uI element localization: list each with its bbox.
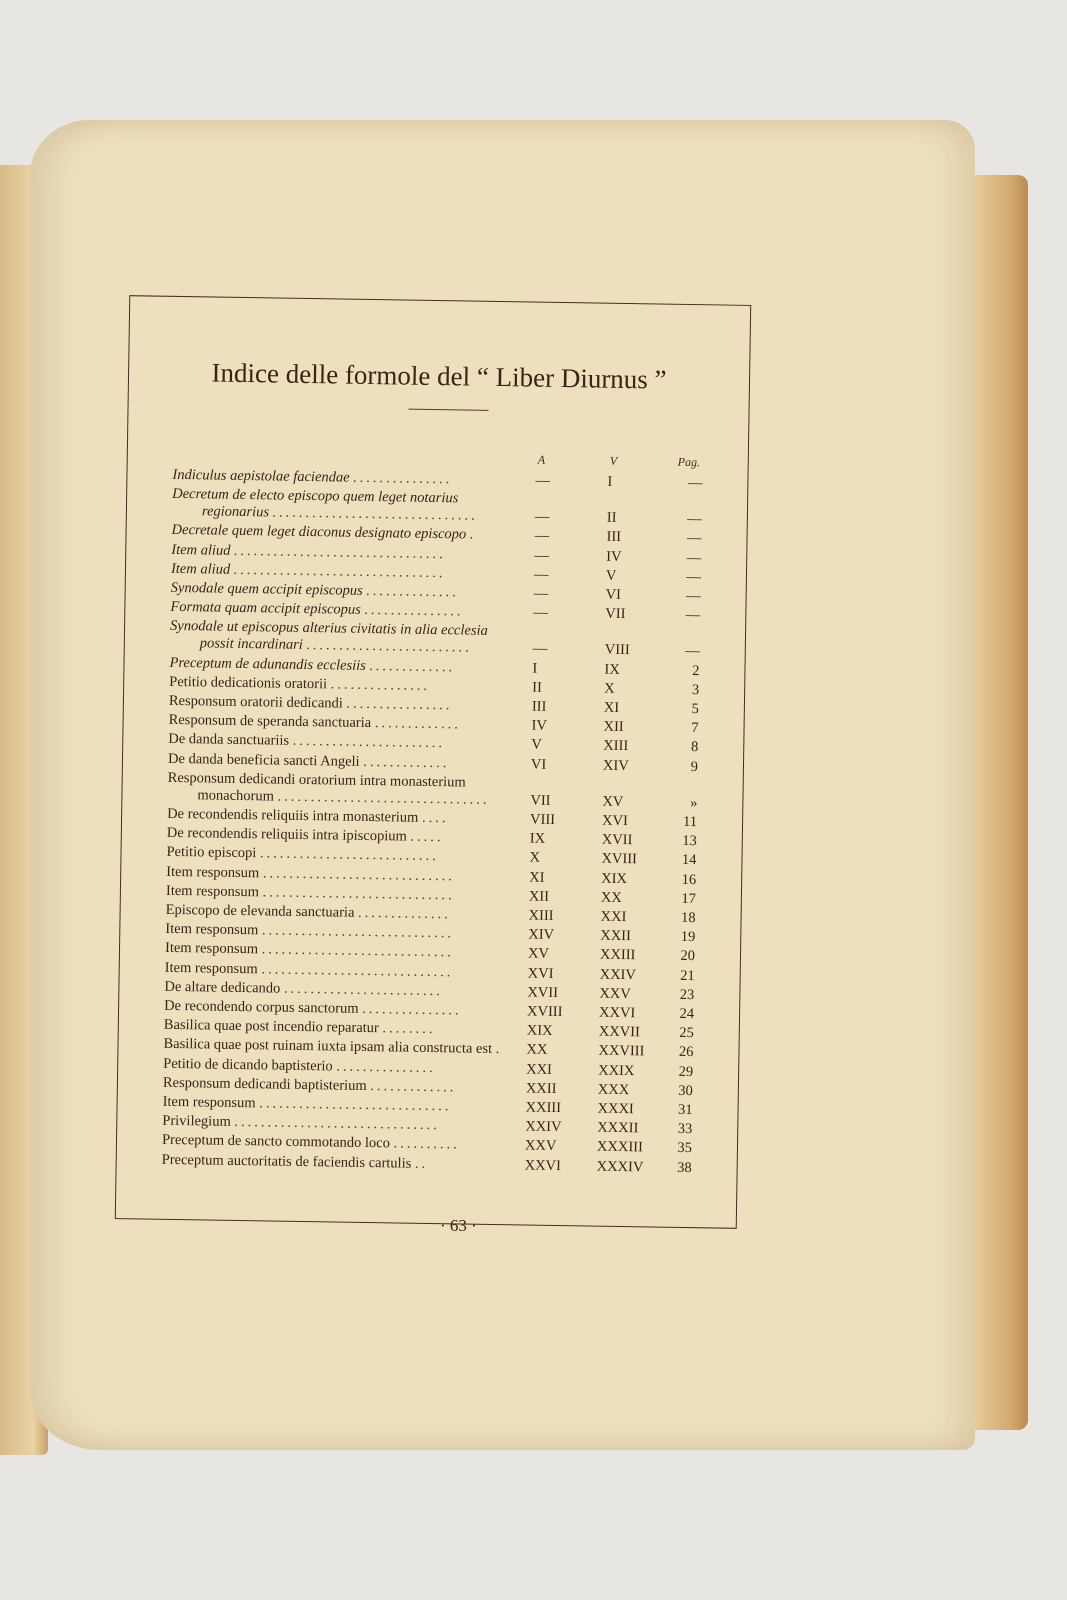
entry-page: 18 <box>680 909 696 927</box>
leader-dots: ............. <box>374 715 462 733</box>
entry-label: Item responsum ............................. <box>164 959 454 980</box>
entry-col-v: V <box>605 567 617 584</box>
entry-col-v: VII <box>605 605 626 623</box>
leader-dots: ................................ <box>277 788 490 808</box>
entry-col-v: XXVII <box>598 1023 640 1041</box>
entry-page: 7 <box>691 720 699 737</box>
entry-col-v: XIX <box>601 870 628 887</box>
page-number: · 63 · <box>440 1216 477 1235</box>
leader-dots: ............................. <box>262 884 455 904</box>
entry-label: De danda sanctuariis ....................... <box>168 731 446 752</box>
entry-label: Item aliud ................................ <box>170 560 446 581</box>
entry-col-v: IX <box>604 661 620 678</box>
entry-page: 33 <box>677 1121 693 1138</box>
leader-dots: . <box>495 1041 503 1058</box>
entry-col-a: III <box>531 698 547 715</box>
entry-page: 2 <box>692 662 700 679</box>
leader-dots: ............................. <box>261 941 454 961</box>
entry-col-a: — <box>535 472 551 489</box>
entry-col-v: XXX <box>597 1081 630 1098</box>
leader-dots: ............... <box>353 469 453 488</box>
entry-page: — <box>686 530 702 547</box>
entry-label: Synodale quem accipit episcopus .............. <box>170 579 460 601</box>
entry-col-a: XVIII <box>526 1003 563 1021</box>
entry-col-v: XXV <box>599 985 631 1002</box>
entry-label: Preceptum de sancto commotando loco .......... <box>161 1132 460 1153</box>
leader-dots: ............... <box>364 602 464 620</box>
entry-page: 26 <box>678 1044 694 1061</box>
entry-page: 11 <box>682 813 698 831</box>
entry-label: De altare dedicando ........................ <box>164 978 444 999</box>
index-title: Indice delle formole del “ Liber Diurnus ” <box>211 357 667 395</box>
entry-col-a: — <box>533 604 548 621</box>
entry-page: 19 <box>680 929 696 946</box>
entry-col-v: VIII <box>604 642 630 659</box>
entry-col-v: XXI <box>600 908 627 926</box>
entry-label: Decretale quem leget diaconus designato episcopo . <box>171 522 477 544</box>
entry-col-v: X <box>604 680 615 697</box>
leader-dots: ............... <box>336 1058 436 1076</box>
index-frame <box>115 295 751 1229</box>
entry-col-v: XXVI <box>598 1004 636 1022</box>
leader-dots: .... <box>421 809 449 827</box>
entry-col-a: IX <box>529 830 546 847</box>
entry-col-v: XXII <box>600 927 632 945</box>
entry-page: — <box>687 474 703 492</box>
entry-label: Petitio episcopi ........................... <box>166 844 439 865</box>
entry-col-v: XIV <box>602 757 629 774</box>
leader-dots: ............... <box>330 676 431 694</box>
entry-col-v: XXIV <box>599 966 637 983</box>
entry-page: 16 <box>681 871 697 888</box>
leader-dots: ............................... <box>272 504 479 524</box>
entry-col-a: — <box>534 508 550 525</box>
entry-page: 24 <box>679 1005 695 1023</box>
entry-col-a: II <box>532 679 542 696</box>
entry-col-a: V <box>531 736 542 754</box>
entry-label: Responsum oratorii dedicandi ................ <box>168 692 453 714</box>
entry-col-v: XVIII <box>601 851 638 868</box>
entry-label: Item responsum ............................. <box>164 940 454 961</box>
leader-dots: ........................... <box>259 845 439 865</box>
entry-label: monachorum ................................ <box>197 787 490 808</box>
leader-dots: ................................ <box>234 542 447 562</box>
entry-page: — <box>685 643 700 660</box>
leader-dots: ............................... <box>234 1114 440 1134</box>
leader-dots: .......... <box>393 1135 460 1153</box>
leader-dots: . <box>469 526 477 544</box>
entry-label: Responsum dedicandi baptisterium ............. <box>162 1074 457 1096</box>
entry-col-v: XI <box>603 699 620 716</box>
entry-label: Petitio de dicando baptisterio ............... <box>163 1055 436 1076</box>
entry-col-v: XXIX <box>598 1062 635 1079</box>
leader-dots: ............................. <box>261 960 454 980</box>
entry-col-a: XI <box>529 869 545 886</box>
entry-col-a: IV <box>531 717 548 734</box>
entry-col-v: XIII <box>603 738 629 755</box>
leader-dots: ..... <box>410 828 444 846</box>
entry-label: Item responsum ............................. <box>165 921 455 942</box>
entry-label: Responsum dedicandi oratorium intra monasterium <box>167 769 466 791</box>
entry-label: Formata quam accipit episcopus ............... <box>170 599 464 620</box>
entry-col-a: XXV <box>524 1137 557 1155</box>
entry-label: Episcopo de elevanda sanctuaria .............. <box>165 901 451 923</box>
entry-col-v: IV <box>606 548 622 565</box>
entry-col-v: XXXIV <box>596 1158 644 1175</box>
entry-label: Item responsum ............................. <box>162 1093 452 1115</box>
entry-page: 13 <box>682 833 697 850</box>
entry-label: De recondendis reliquiis intra ipiscopium ..... <box>166 825 444 846</box>
entry-page: 3 <box>691 681 700 698</box>
leader-dots: ................................ <box>233 561 446 581</box>
entry-page: — <box>686 587 701 605</box>
leader-dots: .............. <box>357 904 451 923</box>
entry-page: 17 <box>681 890 697 907</box>
entry-col-a: XII <box>528 888 550 905</box>
entry-col-v: XVII <box>601 831 633 849</box>
entry-page: 35 <box>677 1140 693 1157</box>
leader-dots: ........ <box>382 1020 436 1038</box>
entry-page: — <box>685 607 701 624</box>
entry-col-a: X <box>529 849 541 867</box>
leader-dots: ............................. <box>259 1095 452 1115</box>
entry-col-a: VI <box>530 756 547 773</box>
entry-col-a: VII <box>530 792 551 809</box>
entry-page: 14 <box>681 852 697 869</box>
entry-col-a: XVII <box>527 984 559 1001</box>
leader-dots: ............................. <box>261 922 455 942</box>
entry-label: possit incardinari ......................... <box>199 635 473 656</box>
entry-label: regionarius ............................... <box>201 503 479 524</box>
entry-col-a: XIII <box>528 907 554 924</box>
entry-page: 9 <box>690 758 699 775</box>
entry-col-a: XXVI <box>524 1157 562 1174</box>
entry-page: — <box>686 549 702 566</box>
entry-label: Item responsum ............................. <box>166 863 456 884</box>
entry-col-a: XXI <box>526 1061 553 1078</box>
entry-page: 20 <box>680 948 696 965</box>
entry-col-v: VI <box>605 586 622 603</box>
entry-page: — <box>686 568 702 585</box>
column-header-a: A <box>537 452 546 467</box>
entry-col-v: XXIII <box>599 947 636 964</box>
entry-label: Indiculus aepistolae faciendae ............... <box>172 466 453 488</box>
entry-page: » <box>690 794 698 811</box>
entry-col-a: XX <box>526 1041 548 1059</box>
leader-dots: ........................ <box>283 980 444 999</box>
entry-col-v: III <box>606 529 622 546</box>
entry-col-v: II <box>606 509 617 527</box>
entry-page: 38 <box>677 1159 692 1176</box>
entry-col-v: XVI <box>601 812 629 830</box>
leader-dots: .. <box>414 1155 429 1172</box>
entry-col-a: — <box>533 585 549 602</box>
entry-col-a: — <box>534 527 550 545</box>
leader-dots: ................ <box>346 695 453 714</box>
entry-col-a: XXII <box>525 1080 557 1097</box>
column-header-v: V <box>609 453 618 468</box>
entry-page: 29 <box>678 1063 694 1080</box>
entry-label: Petitio dedicationis oratorii ............... <box>169 673 431 694</box>
entry-label: Preceptum auctoritatis de faciendis cartulis .. <box>161 1151 429 1172</box>
entry-col-v: XXXII <box>597 1119 639 1137</box>
entry-label: Decretum de electo episcopo quem leget notarius <box>172 486 459 507</box>
leader-dots: ............. <box>363 753 450 771</box>
entry-label: Synodale ut episcopus alterius civitatis in alia ecclesia <box>169 618 488 640</box>
entry-col-a: XIV <box>528 926 555 944</box>
entry-page: 5 <box>691 701 699 718</box>
entry-col-a: I <box>532 660 538 677</box>
leader-dots: ......................... <box>306 637 473 656</box>
entry-col-a: — <box>534 547 549 564</box>
leader-dots: ............. <box>370 1077 457 1096</box>
entry-page: — <box>687 511 702 528</box>
entry-label: Item responsum ............................. <box>165 882 455 904</box>
entry-col-a: VIII <box>529 811 556 828</box>
entry-label: De danda beneficia sancti Angeli ............. <box>167 750 450 771</box>
entry-col-a: XVI <box>527 965 554 982</box>
leader-dots: .............. <box>366 582 460 601</box>
entry-label: Responsum de speranda sanctuaria ............. <box>168 712 462 733</box>
leader-dots: ............................. <box>262 864 456 884</box>
entry-label: Basilica quae post ruinam iuxta ipsam alia constructa est . <box>163 1036 503 1058</box>
entry-col-a: XXIV <box>525 1118 562 1136</box>
leader-dots: ............. <box>369 657 456 675</box>
entry-label: Item aliud ................................ <box>171 541 447 562</box>
title-rule <box>409 409 489 411</box>
leader-dots: ....................... <box>292 733 446 752</box>
column-header-pag: Pag. <box>677 454 701 470</box>
entry-col-v: XXXIII <box>596 1139 643 1156</box>
entry-col-a: XV <box>527 945 550 963</box>
entry-page: 8 <box>690 739 699 756</box>
entry-col-v: XV <box>602 793 624 810</box>
entry-label: Basilica quae post incendio reparatur ........ <box>163 1016 436 1038</box>
entry-label: De recondendis reliquiis intra monasterium .... <box>167 805 449 827</box>
entry-col-v: XX <box>600 889 622 906</box>
entry-col-a: — <box>532 640 548 658</box>
entry-page: 23 <box>679 986 695 1003</box>
entry-page: 25 <box>679 1025 694 1042</box>
entry-page: 30 <box>678 1082 693 1099</box>
entry-col-a: XXIII <box>525 1099 562 1117</box>
entry-label: Preceptum de adunandis ecclesiis ............. <box>169 654 456 675</box>
entry-label: De recondendo corpus sanctorum ............... <box>164 997 462 1019</box>
leader-dots: ............... <box>362 1000 462 1019</box>
entry-col-v: XXVIII <box>598 1043 645 1060</box>
entry-page: 21 <box>680 967 695 984</box>
entry-col-v: XXXI <box>597 1100 634 1118</box>
entry-col-a: — <box>533 566 549 583</box>
entry-col-v: XII <box>603 718 624 736</box>
entry-page: 31 <box>677 1101 693 1119</box>
entry-col-a: XIX <box>526 1022 553 1040</box>
entry-col-v: I <box>607 473 613 490</box>
entry-label: Privilegium ............................... <box>162 1112 440 1134</box>
